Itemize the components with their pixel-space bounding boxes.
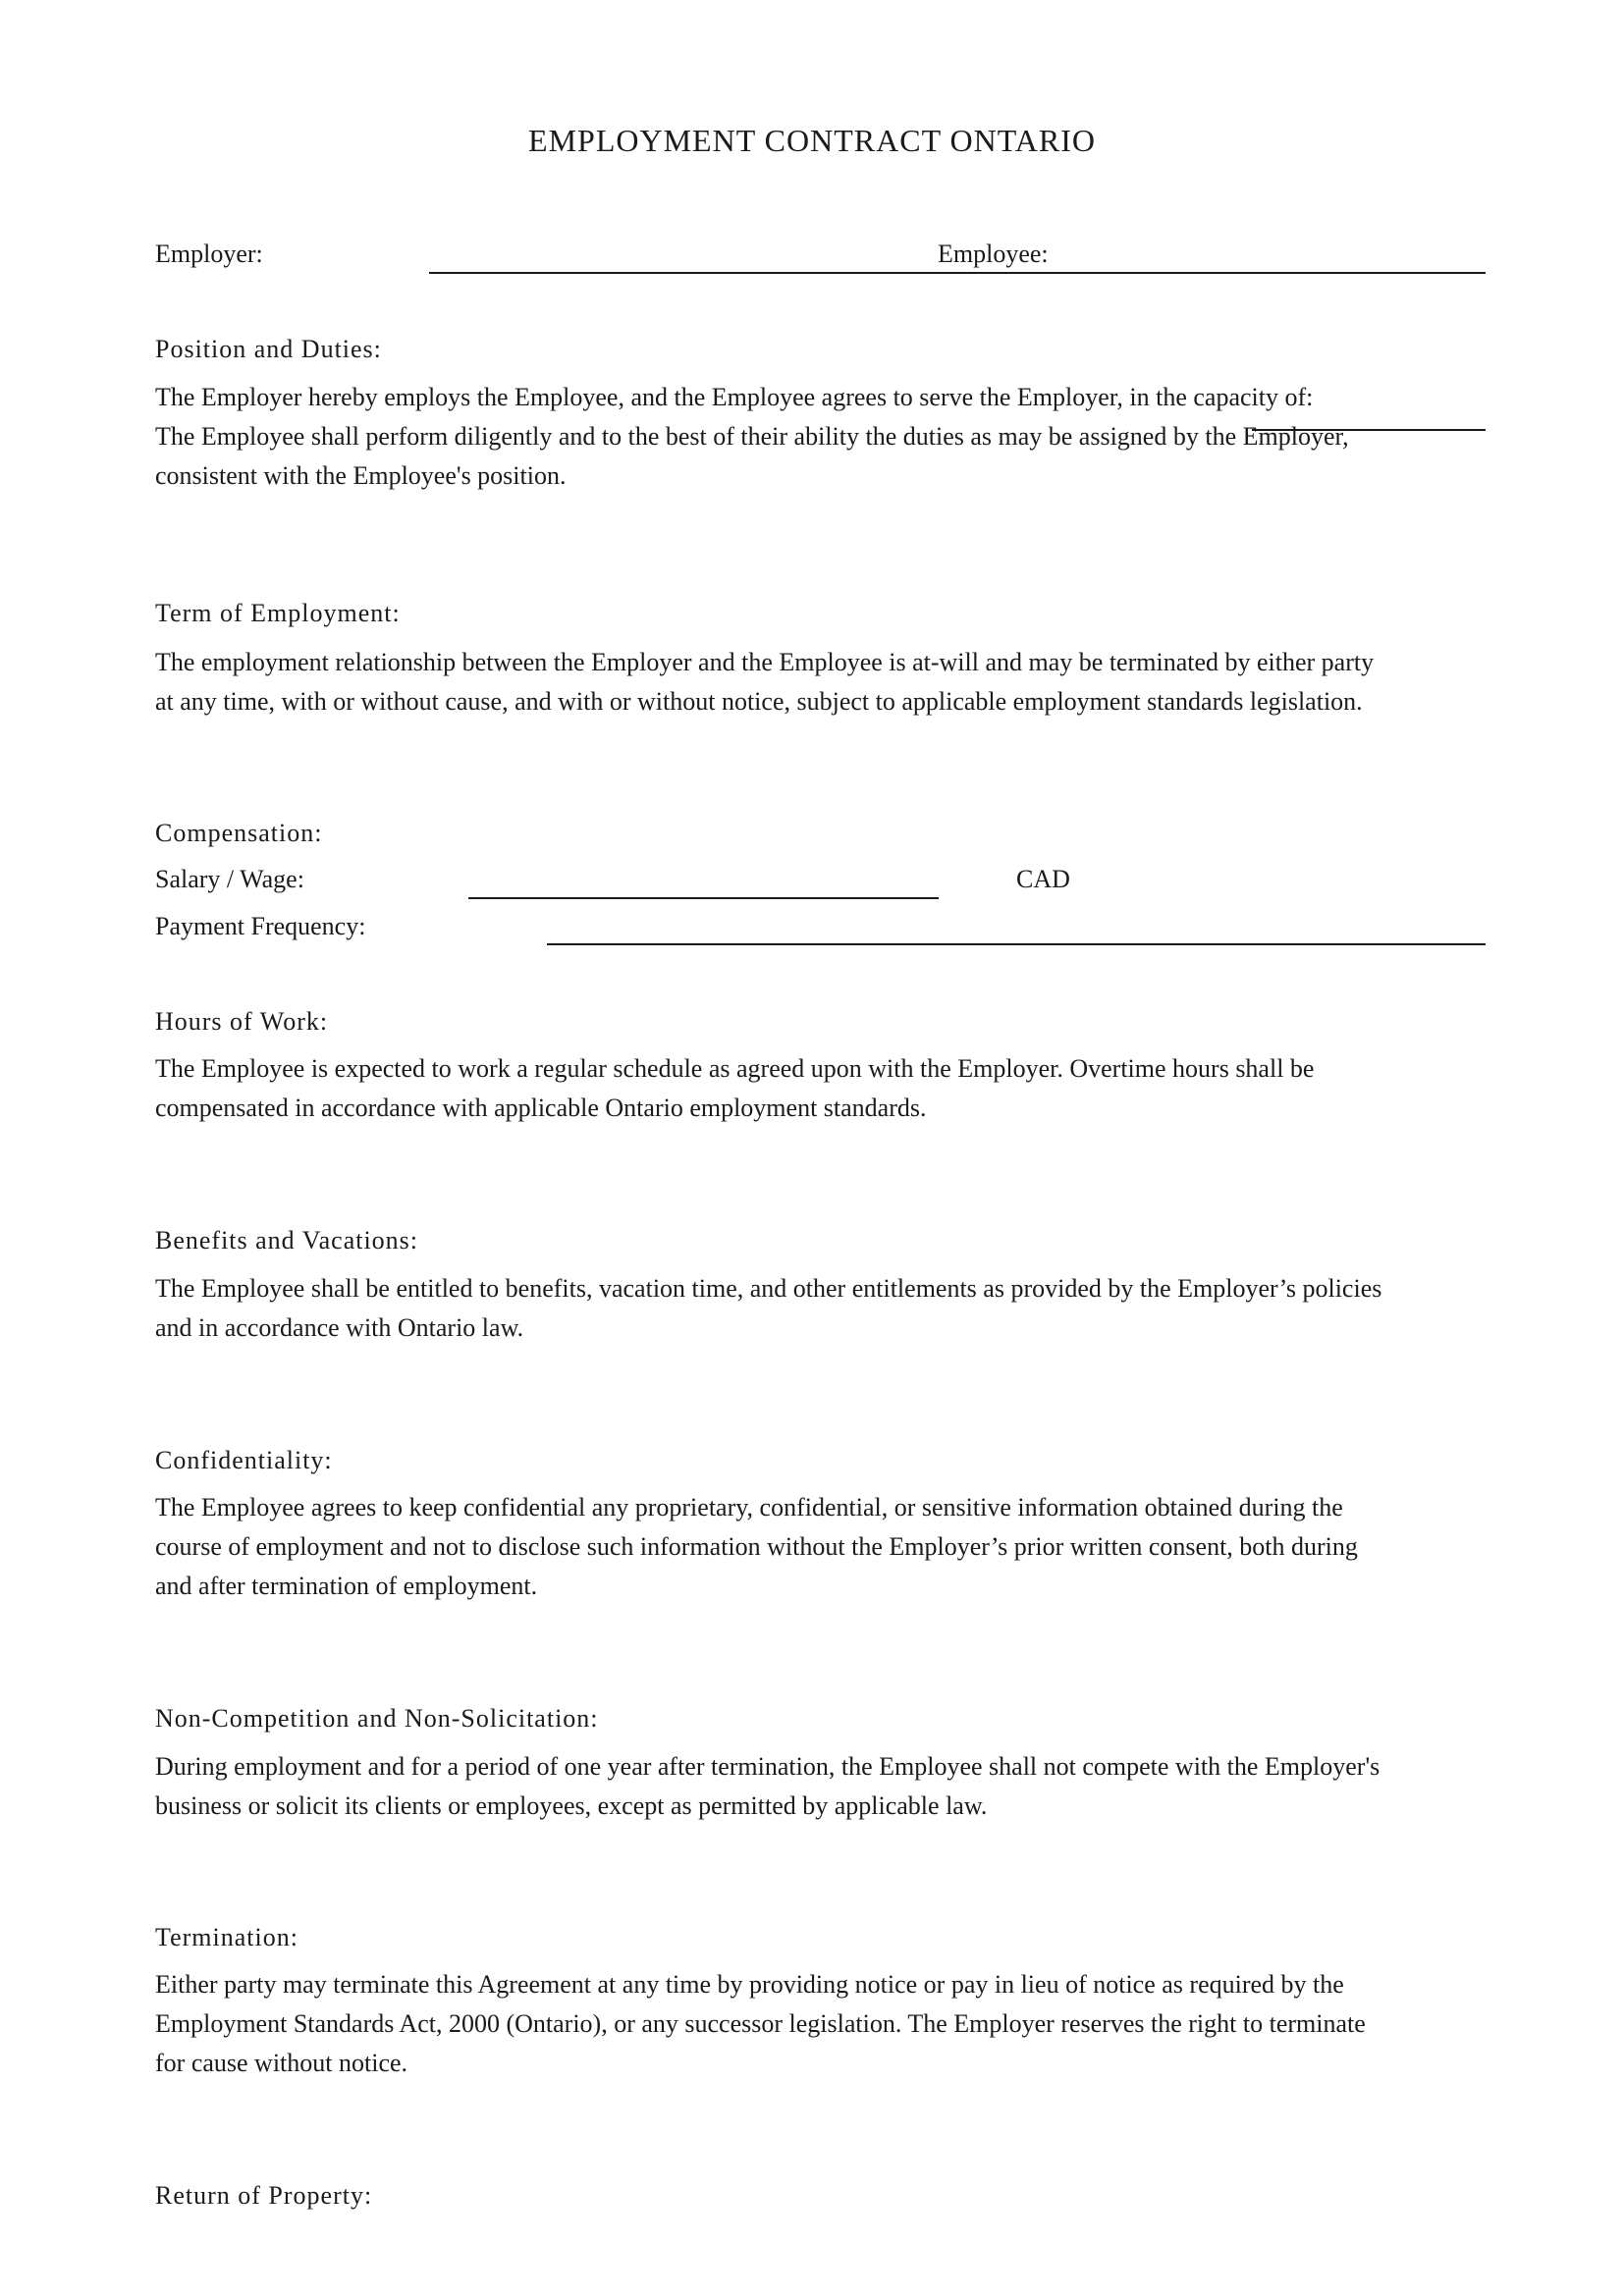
confidentiality-paragraph: [155, 1488, 1490, 1606]
noncompete-line-2: business or solicit its clients or employees, except as permitted by applicable law.: [155, 1791, 988, 1820]
position-heading: Position and Duties:: [155, 335, 382, 363]
hours-line-1: The Employee is expected to work a regular schedule as agreed upon with the Employer. Overtime hours shall be: [155, 1054, 1315, 1083]
return-property-heading: Return of Property:: [155, 2181, 373, 2210]
frequency-underline: [547, 943, 1486, 945]
hours-heading: Hours of Work:: [155, 1007, 329, 1036]
salary-label: Salary / Wage:: [155, 865, 304, 893]
confidentiality-line-2: course of employment and not to disclose such information without the Employer’s prior written consent, both during: [155, 1532, 1358, 1561]
salary-underline: [468, 897, 939, 899]
termination-line-3: for cause without notice.: [155, 2049, 408, 2077]
frequency-label: Payment Frequency:: [155, 912, 366, 940]
termination-paragraph: [155, 1965, 1490, 2083]
currency-label: CAD: [1016, 865, 1070, 893]
position-line-1: The Employer hereby employs the Employee, and the Employee agrees to serve the Employer, in the capacity of:: [155, 383, 1314, 411]
employer-label: Employer:: [155, 240, 263, 268]
benefits-line-2: and in accordance with Ontario law.: [155, 1313, 524, 1342]
benefits-line-1: The Employee shall be entitled to benefits, vacation time, and other entitlements as provided by the Employer’s policies: [155, 1274, 1382, 1303]
term-heading: Term of Employment:: [155, 599, 401, 627]
position-line-2: The Employee shall perform diligently and to the best of their ability the duties as may be assigned by the Employer,: [155, 422, 1349, 451]
noncompete-line-1: During employment and for a period of one year after termination, the Employee shall not compete with the Employer's: [155, 1752, 1380, 1781]
confidentiality-heading: Confidentiality:: [155, 1446, 333, 1474]
benefits-paragraph: [155, 1269, 1490, 1348]
capacity-underline: [1252, 429, 1486, 431]
term-paragraph: [155, 643, 1490, 721]
position-paragraph: [155, 378, 1490, 496]
noncompete-heading: Non-Competition and Non-Solicitation:: [155, 1704, 599, 1733]
term-line-2: at any time, with or without cause, and with or without notice, subject to applicable employment standards legislation.: [155, 687, 1363, 716]
hours-paragraph: [155, 1049, 1490, 1128]
hours-line-2: compensated in accordance with applicable Ontario employment standards.: [155, 1094, 927, 1122]
employee-underline: [930, 272, 1486, 274]
term-line-1: The employment relationship between the Employer and the Employee is at-will and may be terminated by either party: [155, 648, 1375, 676]
termination-line-1: Either party may terminate this Agreement at any time by providing notice or pay in lieu of notice as required by the: [155, 1970, 1344, 1999]
termination-line-2: Employment Standards Act, 2000 (Ontario), or any successor legislation. The Employer reserves the right to terminate: [155, 2009, 1366, 2038]
employee-label: Employee:: [938, 240, 1049, 268]
confidentiality-line-3: and after termination of employment.: [155, 1572, 538, 1600]
confidentiality-line-1: The Employee agrees to keep confidential any proprietary, confidential, or sensitive information obtained during the: [155, 1493, 1343, 1522]
position-line-3: consistent with the Employee's position.: [155, 461, 567, 490]
document-title: EMPLOYMENT CONTRACT ONTARIO: [528, 123, 1096, 158]
noncompete-paragraph: [155, 1747, 1490, 1826]
employer-underline: [429, 272, 930, 274]
termination-heading: Termination:: [155, 1923, 298, 1951]
benefits-heading: Benefits and Vacations:: [155, 1226, 419, 1255]
compensation-heading: Compensation:: [155, 819, 323, 847]
